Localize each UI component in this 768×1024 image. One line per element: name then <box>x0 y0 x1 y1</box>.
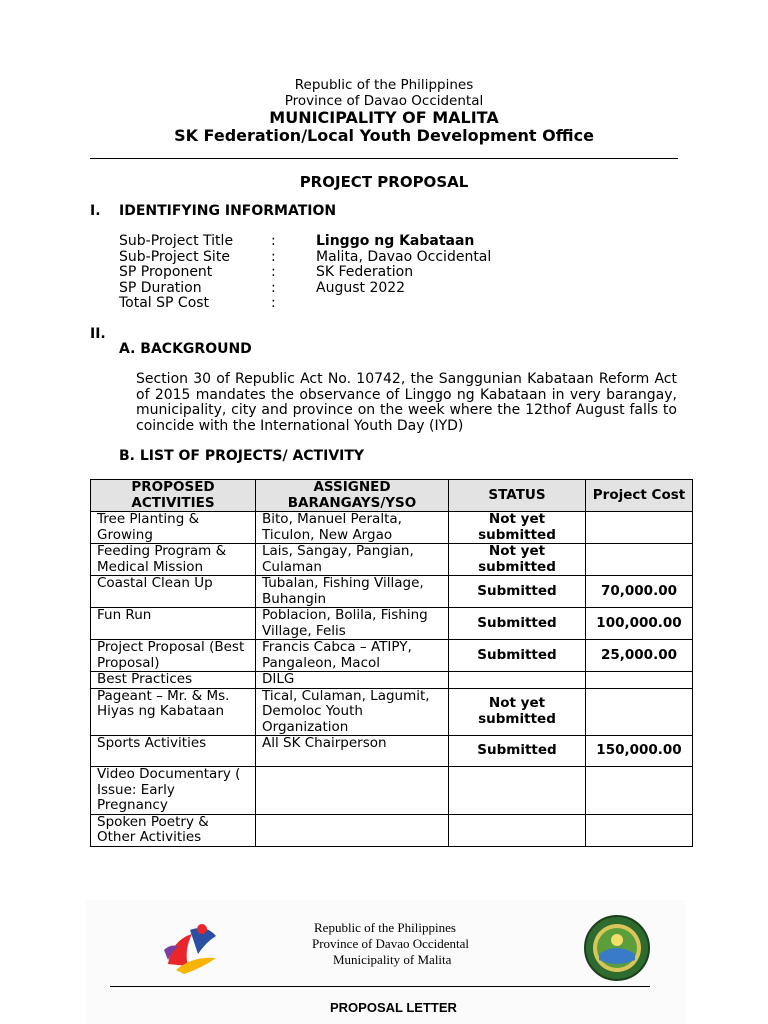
cell-status: Not yet submitted <box>449 544 586 576</box>
page-title: PROJECT PROPOSAL <box>299 173 469 191</box>
cell-barangays: Lais, Sangay, Pangian, Culaman <box>256 544 449 576</box>
cell-activity: Tree Planting & Growing <box>91 512 256 544</box>
table-row <box>91 608 693 640</box>
cell-barangays <box>256 814 449 846</box>
col-header-activities: PROPOSED ACTIVITIES <box>91 480 256 512</box>
table-row <box>91 576 693 608</box>
header-divider <box>90 158 678 159</box>
cell-barangays: Tubalan, Fishing Village, Buhangin <box>256 576 449 608</box>
cell-activity: Project Proposal (Best Proposal) <box>91 640 256 672</box>
field-sep: : <box>271 280 276 296</box>
field-label-title: Sub-Project Title <box>119 233 234 249</box>
cell-status <box>449 767 586 815</box>
cell-cost: 25,000.00 <box>586 640 693 672</box>
projects-list-heading: B. LIST OF PROJECTS/ ACTIVITY <box>119 448 365 464</box>
background-heading: A. BACKGROUND <box>119 341 252 357</box>
cell-barangays: DILG <box>256 672 449 689</box>
field-value-duration: August 2022 <box>316 280 406 296</box>
projects-table <box>90 479 693 847</box>
cell-barangays: Tical, Culaman, Lagumit, Demoloc Youth Organization <box>256 688 449 736</box>
table-row <box>91 544 693 576</box>
cell-activity: Best Practices <box>91 672 256 689</box>
cell-activity: Fun Run <box>91 608 256 640</box>
field-value-site: Malita, Davao Occidental <box>316 249 492 265</box>
cell-barangays: Francis Cabca – ATIPY, Pangaleon, Macol <box>256 640 449 672</box>
municipal-seal-icon <box>583 914 651 982</box>
table-row <box>91 640 693 672</box>
field-label-site: Sub-Project Site <box>119 249 230 265</box>
field-label-duration: SP Duration <box>119 280 202 296</box>
header-province: Province of Davao Occidental <box>284 93 484 109</box>
table-row <box>91 672 693 689</box>
section-2-number: II. <box>90 326 106 342</box>
header-republic: Republic of the Philippines <box>294 77 474 93</box>
cell-cost <box>586 672 693 689</box>
cell-activity: Feeding Program & Medical Mission <box>91 544 256 576</box>
cell-cost: 70,000.00 <box>586 576 693 608</box>
cell-activity: Spoken Poetry & Other Activities <box>91 814 256 846</box>
col-header-barangays: ASSIGNED BARANGAYS/YSO <box>256 480 449 512</box>
cell-cost: 100,000.00 <box>586 608 693 640</box>
table-header-row <box>91 480 693 512</box>
table-row <box>91 688 693 736</box>
section-1-heading: IDENTIFYING INFORMATION <box>119 203 337 219</box>
cell-status <box>449 814 586 846</box>
table-row <box>91 736 693 767</box>
cell-status: Not yet submitted <box>449 512 586 544</box>
proposal-letter-title: PROPOSAL LETTER <box>330 1000 457 1015</box>
cell-status: Submitted <box>449 640 586 672</box>
cell-barangays: All SK Chairperson <box>256 736 449 767</box>
header-municipality: MUNICIPALITY OF MALITA <box>269 108 499 127</box>
cell-activity: Sports Activities <box>91 736 256 767</box>
header-office: SK Federation/Local Youth Development Office <box>174 126 594 145</box>
cell-status: Submitted <box>449 608 586 640</box>
cell-activity: Video Documentary ( Issue: Early Pregnancy <box>91 767 256 815</box>
cell-status: Not yet submitted <box>449 688 586 736</box>
cell-status <box>449 672 586 689</box>
cell-cost <box>586 544 693 576</box>
table-row <box>91 767 693 815</box>
field-label-proponent: SP Proponent <box>119 264 213 280</box>
cell-barangays: Bito, Manuel Peralta, Ticulon, New Argao <box>256 512 449 544</box>
field-value-proponent: SK Federation <box>316 264 414 280</box>
cell-cost <box>586 512 693 544</box>
sk-logo-icon <box>162 920 222 976</box>
cell-cost <box>586 688 693 736</box>
table-row <box>91 512 693 544</box>
cell-barangays: Poblacion, Bolila, Fishing Village, Felis <box>256 608 449 640</box>
cell-activity: Coastal Clean Up <box>91 576 256 608</box>
field-value-title: Linggo ng Kabataan <box>316 233 475 249</box>
field-sep: : <box>271 249 276 265</box>
letterhead-republic: Republic of the Philippines <box>314 920 456 935</box>
cell-cost <box>586 767 693 815</box>
cell-activity: Pageant – Mr. & Ms. Hiyas ng Kabataan <box>91 688 256 736</box>
field-sep: : <box>271 233 276 249</box>
col-header-status: STATUS <box>449 480 586 512</box>
field-sep: : <box>271 295 276 311</box>
proposal-letter-letterhead <box>86 900 686 1024</box>
section-1-number: I. <box>90 203 101 219</box>
letterhead-municipality: Municipality of Malita <box>333 952 452 967</box>
table-row <box>91 814 693 846</box>
field-sep: : <box>271 264 276 280</box>
cell-cost: 150,000.00 <box>586 736 693 767</box>
col-header-cost: Project Cost <box>586 480 693 512</box>
cell-status: Submitted <box>449 576 586 608</box>
letterhead-province: Province of Davao Occidental <box>312 936 470 951</box>
cell-cost <box>586 814 693 846</box>
letterhead-divider <box>110 986 650 987</box>
cell-barangays <box>256 767 449 815</box>
field-label-cost: Total SP Cost <box>119 295 210 311</box>
cell-status: Submitted <box>449 736 586 767</box>
background-paragraph: Section 30 of Republic Act No. 10742, the Sanggunian Kabataan Reform Act of 2015 mandates the observance of Linggo ng Kabataan in very barangay, municipality, city and province on the week where the 12thof August falls to coincide with the International Youth Day (IYD) <box>136 371 677 434</box>
